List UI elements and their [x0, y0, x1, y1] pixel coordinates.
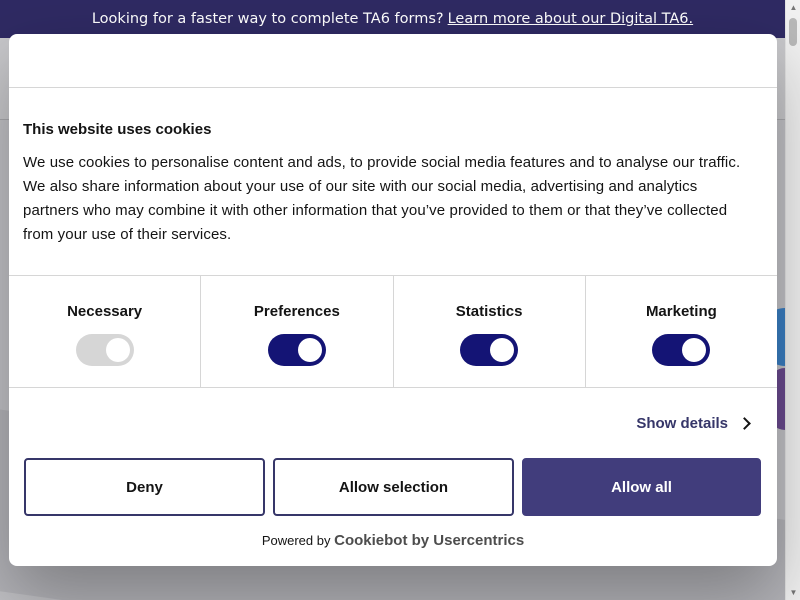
banner-text: Looking for a faster way to complete TA6 forms? [91, 11, 444, 27]
scrollbar-thumb[interactable] [789, 18, 797, 46]
category-label: Preferences [253, 303, 340, 320]
show-details-link[interactable] [636, 415, 749, 432]
consent-categories [9, 275, 777, 388]
dialog-body [9, 88, 777, 247]
category-statistics [394, 276, 586, 387]
statistics-toggle[interactable] [460, 334, 518, 366]
cookiebot-brand-link[interactable]: Cookiebot by Usercentrics [334, 532, 525, 549]
powered-by-text: Powered by [261, 533, 331, 548]
toggle-knob [682, 338, 706, 362]
necessary-toggle [76, 334, 134, 366]
cookie-consent-dialog [9, 34, 777, 566]
category-label: Necessary [67, 303, 143, 320]
category-necessary [9, 276, 201, 387]
preferences-toggle[interactable] [268, 334, 326, 366]
show-details-label: Show details [636, 415, 728, 432]
deny-button[interactable]: Deny [24, 458, 265, 516]
dialog-description: We use cookies to personalise content and ads, to provide social media features and to analyse our traffic. We also share information about your use of our site with our social media, advertising and analytics partners who may combine it with other information that you’ve provided to them or that they’ve collected from your use of their services. [23, 154, 741, 243]
scroll-down-arrow-icon[interactable]: ▼ [789, 588, 798, 597]
toggle-knob [298, 338, 322, 362]
category-label: Marketing [645, 303, 717, 320]
toggle-knob [490, 338, 514, 362]
category-preferences [201, 276, 393, 387]
toggle-knob [106, 338, 130, 362]
announcement-banner [0, 0, 785, 38]
category-marketing [586, 276, 777, 387]
chevron-right-icon [738, 417, 751, 430]
page-scrollbar[interactable] [785, 0, 800, 600]
marketing-toggle[interactable] [652, 334, 710, 366]
allow-all-button[interactable]: Allow all [522, 458, 761, 516]
banner-link[interactable]: Learn more about our Digital TA6. [447, 11, 694, 27]
allow-selection-button[interactable]: Allow selection [273, 458, 514, 516]
category-label: Statistics [455, 303, 523, 320]
consent-buttons [24, 458, 761, 516]
powered-by [9, 532, 777, 549]
scroll-up-arrow-icon[interactable]: ▲ [789, 3, 798, 12]
dialog-title: This website uses cookies [23, 121, 212, 138]
dialog-header [9, 34, 777, 88]
